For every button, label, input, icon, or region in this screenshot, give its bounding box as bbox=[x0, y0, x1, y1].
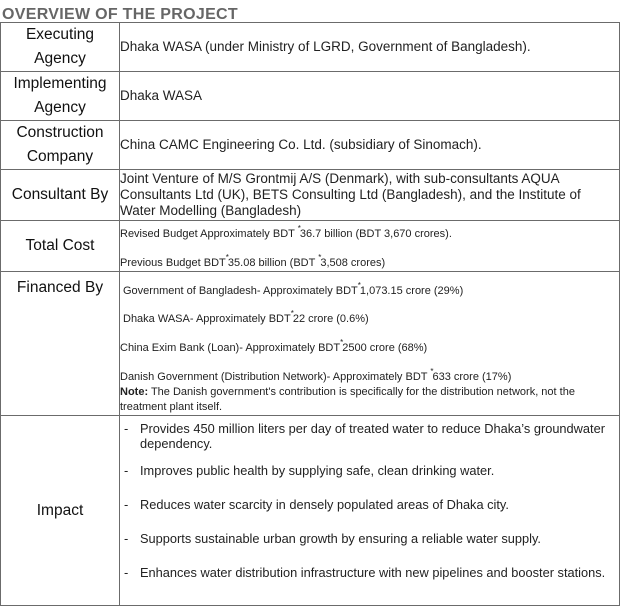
impact-list bbox=[120, 421, 619, 580]
financing-item-government: Government of Bangladesh- Approximately BDT*1,073.15 crore (29%) bbox=[123, 281, 464, 297]
bullet-dash: - bbox=[124, 565, 129, 580]
table-row bbox=[1, 23, 620, 72]
total-cost-value bbox=[120, 221, 620, 272]
asterisk-mark: * bbox=[340, 338, 344, 347]
implementing-agency-value: Dhaka WASA bbox=[120, 72, 620, 121]
total-cost-label: Total Cost bbox=[1, 221, 120, 272]
bullet-dash: - bbox=[124, 531, 129, 546]
bullet-dash: - bbox=[124, 497, 129, 512]
executing-agency-value: Dhaka WASA (under Ministry of LGRD, Government of Bangladesh). bbox=[120, 23, 620, 72]
revised-budget-line: Revised Budget Approximately BDT *36.7 billion (BDT 3,670 crores). bbox=[120, 224, 452, 240]
consultant-label: Consultant By bbox=[1, 170, 120, 221]
table-row bbox=[1, 272, 620, 416]
financing-item-china-exim: China Exim Bank (Loan)- Approximately BDT*2500 crore (68%) bbox=[120, 338, 428, 354]
executing-agency-label: Executing Agency bbox=[1, 23, 120, 72]
asterisk-mark: * bbox=[318, 253, 322, 262]
previous-budget-line: Previous Budget BDT*35.08 billion (BDT *3,508 crores) bbox=[120, 253, 386, 269]
financing-item-dhaka-wasa: Dhaka WASA- Approximately BDT*22 crore (0.6%) bbox=[123, 309, 369, 325]
list-item: - Enhances water distribution infrastructure with new pipelines and booster stations. bbox=[124, 565, 606, 580]
implementing-agency-label: Implementing Agency bbox=[1, 72, 120, 121]
project-overview-table bbox=[0, 22, 620, 606]
asterisk-mark: * bbox=[225, 253, 229, 262]
table-row bbox=[1, 416, 620, 606]
bullet-dash: - bbox=[124, 463, 129, 478]
asterisk-mark: * bbox=[290, 309, 294, 318]
financed-by-label: Financed By bbox=[1, 272, 120, 416]
asterisk-mark: * bbox=[430, 367, 434, 376]
list-item: - Provides 450 million liters per day of treated water to reduce Dhaka’s groundwater dependency. bbox=[124, 421, 605, 451]
note-label: Note: bbox=[120, 386, 149, 398]
asterisk-mark: * bbox=[357, 281, 361, 290]
asterisk-mark: * bbox=[297, 224, 301, 233]
list-item: - Supports sustainable urban growth by ensuring a reliable water supply. bbox=[124, 531, 541, 546]
table-row bbox=[1, 170, 620, 221]
bullet-dash: - bbox=[124, 421, 129, 436]
table-row bbox=[1, 72, 620, 121]
consultant-value: Joint Venture of M/S Grontmij A/S (Denmark), with sub-consultants AQUA Consultants Ltd (UK), BETS Consulting Ltd (Bangladesh), and the Institute of Water Modelling (Bangladesh) bbox=[120, 170, 620, 221]
financing-note: Note: The Danish government's contribution is specifically for the distribution network, not the treatment plant itself. bbox=[120, 386, 575, 413]
financing-item-danish: Danish Government (Distribution Network)- Approximately BDT *633 crore (17%) bbox=[120, 367, 512, 383]
table-row bbox=[1, 221, 620, 272]
construction-company-value: China CAMC Engineering Co. Ltd. (subsidiary of Sinomach). bbox=[120, 121, 620, 170]
financed-by-value bbox=[120, 272, 620, 416]
table-row bbox=[1, 121, 620, 170]
impact-label: Impact bbox=[1, 416, 120, 606]
list-item: - Reduces water scarcity in densely populated areas of Dhaka city. bbox=[124, 497, 509, 512]
list-item: - Improves public health by supplying safe, clean drinking water. bbox=[124, 463, 495, 478]
page-title: OVERVIEW OF THE PROJECT bbox=[2, 6, 238, 23]
construction-company-label: Construction Company bbox=[1, 121, 120, 170]
impact-value bbox=[120, 416, 620, 606]
